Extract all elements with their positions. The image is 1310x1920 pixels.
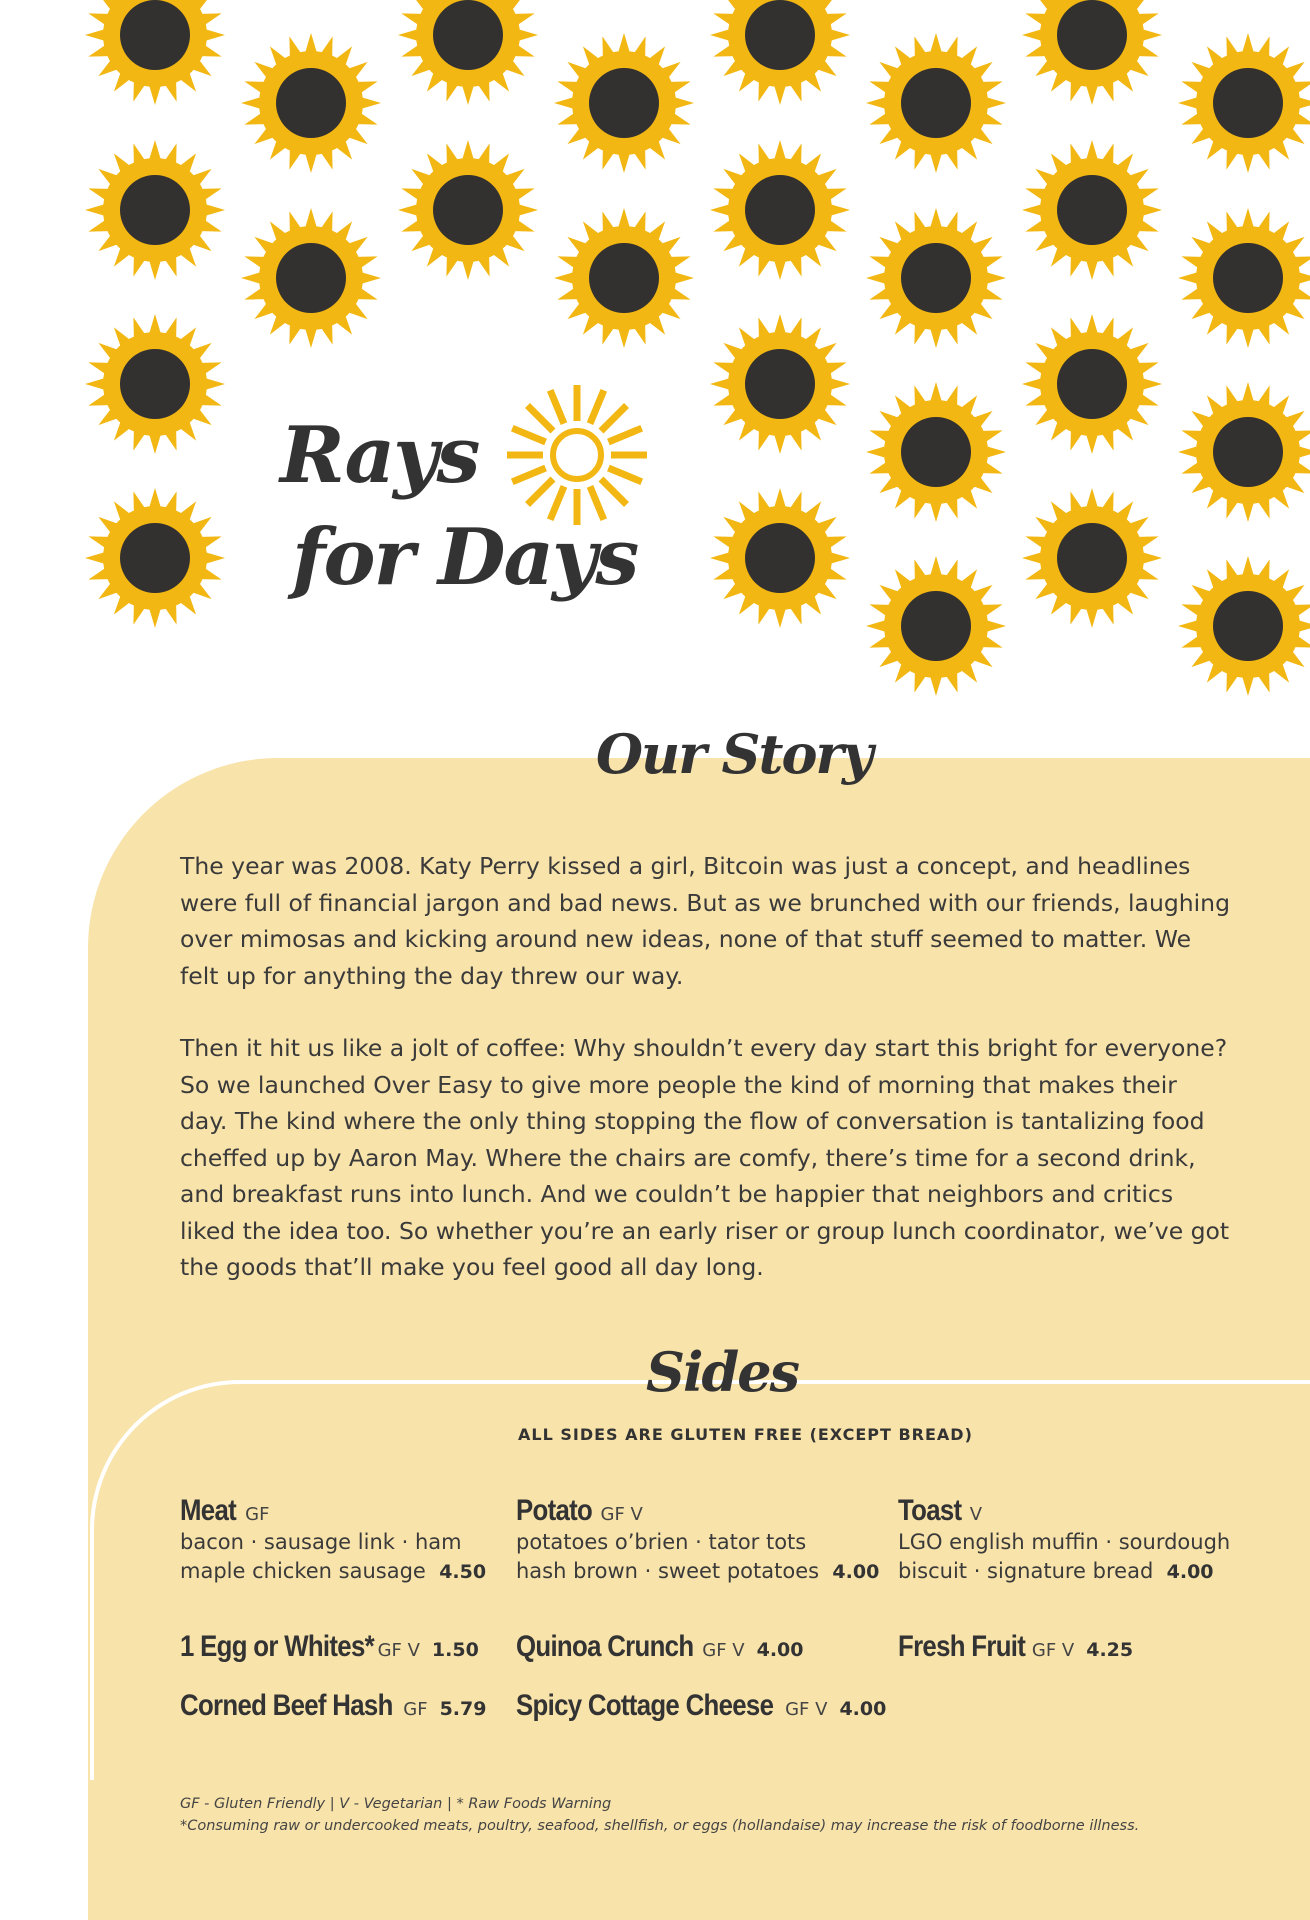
footnote-legend: GF - Gluten Friendly | V - Vegetarian | * Raw Foods Warning — [180, 1796, 612, 1812]
item-name: 1 Egg or Whites* — [180, 1630, 374, 1663]
story-paragraph-1: The year was 2008. Katy Perry kissed a girl, Bitcoin was just a concept, and headlines were full of financial jargon and bad news. But as we brunched with our friends, laughing over mimosas and kicking around new ideas, none of that stuff seemed to matter. We felt up for anything the day threw our way. — [180, 852, 1230, 990]
sunflower-icon — [1178, 33, 1310, 173]
item-name: Quinoa Crunch — [516, 1630, 694, 1663]
story-title: Our Story — [596, 722, 872, 786]
item-price: 4.00 — [832, 1561, 880, 1583]
item-name: Potato — [516, 1494, 593, 1527]
item-name: Corned Beef Hash — [180, 1689, 393, 1722]
sunflower-icon — [554, 33, 694, 173]
item-tags: GF V — [600, 1504, 643, 1525]
item-price: 4.25 — [1086, 1639, 1134, 1661]
item-description-line-2: maple chicken sausage — [180, 1559, 426, 1583]
sunflower-icon — [85, 0, 225, 105]
item-description-line-1: potatoes o’brien · tator tots — [516, 1530, 807, 1554]
sunflower-icon — [1022, 0, 1162, 105]
sunflower-icon — [866, 33, 1006, 173]
menu-item-potato — [516, 1494, 879, 1587]
sunflower-icon — [1178, 208, 1310, 348]
sunflower-icon — [398, 0, 538, 105]
menu-item-egg — [180, 1630, 479, 1664]
item-description-line-1: LGO english muffin · sourdough — [898, 1530, 1231, 1554]
sunflower-icon — [85, 488, 225, 628]
item-tags: GF V — [702, 1640, 745, 1661]
sunflower-icon — [241, 33, 381, 173]
sunflower-icon — [1022, 314, 1162, 454]
sunflower-icon — [1022, 140, 1162, 280]
item-name: Spicy Cottage Cheese — [516, 1689, 774, 1722]
item-tags: V — [969, 1504, 983, 1525]
sunflower-icon — [554, 208, 694, 348]
sunflower-icon — [1178, 382, 1310, 522]
sunflower-icon — [1178, 556, 1310, 696]
menu-item-meat — [180, 1494, 486, 1587]
item-price: 4.00 — [756, 1639, 804, 1661]
sunflower-icon — [710, 314, 850, 454]
sunflower-icon — [866, 382, 1006, 522]
sun-icon — [502, 380, 652, 530]
sunflower-icon — [85, 314, 225, 454]
item-description-line-2: hash brown · sweet potatoes — [516, 1559, 820, 1583]
sunflower-icon — [85, 140, 225, 280]
sunflower-icon — [710, 140, 850, 280]
sides-subtitle: ALL SIDES ARE GLUTEN FREE (EXCEPT BREAD) — [518, 1425, 973, 1444]
sunflower-icon — [710, 488, 850, 628]
item-price: 4.00 — [1166, 1561, 1214, 1583]
menu-item-cottage-cheese — [516, 1689, 886, 1723]
item-tags: GF V — [1031, 1640, 1075, 1661]
item-price: 4.00 — [839, 1698, 887, 1720]
sunflower-icon — [241, 208, 381, 348]
story-paragraph-2: Then it hit us like a jolt of coffee: Why shouldn’t every day start this bright for everyone? So we launched Over Easy to give more people the kind of morning that makes their day. The kind where the only thing stopping the flow of conversation is tantalizing food cheffed up by Aaron May. Where the chairs are comfy, there’s time for a second drink, and breakfast runs into lunch. And we couldn’t be happier that neighbors and critics liked the idea too. So whether you’re an early riser or group lunch coordinator, we’ve got the goods that’ll make you feel good all day long. — [180, 1034, 1230, 1281]
item-name: Fresh Fruit — [898, 1630, 1026, 1663]
item-name: Meat — [180, 1494, 237, 1527]
item-price: 5.79 — [439, 1698, 487, 1720]
item-description-line-2: biscuit · signature bread — [898, 1559, 1154, 1583]
footnote-warning: *Consuming raw or undercooked meats, poultry, seafood, shellfish, or eggs (hollandaise) may increase the risk of foodborne illness. — [180, 1818, 1140, 1834]
item-price: 4.50 — [439, 1561, 487, 1583]
menu-item-corned-beef-hash — [180, 1689, 486, 1723]
sides-title: Sides — [646, 1340, 799, 1404]
menu-item-fruit — [898, 1630, 1133, 1664]
sunflower-icon — [710, 0, 850, 105]
sunflower-icon — [866, 208, 1006, 348]
item-tags: GF V — [377, 1640, 420, 1661]
logo-line-1: Rays — [280, 410, 479, 501]
item-tags: GF — [245, 1504, 270, 1525]
menu-item-toast — [898, 1494, 1230, 1587]
sunflower-icon — [398, 140, 538, 280]
item-price: 1.50 — [431, 1639, 479, 1661]
item-tags: GF — [403, 1699, 428, 1720]
sunflower-icon — [1022, 488, 1162, 628]
item-description-line-1: bacon · sausage link · ham — [180, 1530, 462, 1554]
sunflower-icon — [866, 556, 1006, 696]
brand-logo — [280, 380, 670, 630]
item-name: Toast — [898, 1494, 962, 1527]
item-tags: GF V — [785, 1699, 828, 1720]
logo-line-2: for Days — [292, 512, 638, 603]
menu-item-quinoa — [516, 1630, 804, 1664]
